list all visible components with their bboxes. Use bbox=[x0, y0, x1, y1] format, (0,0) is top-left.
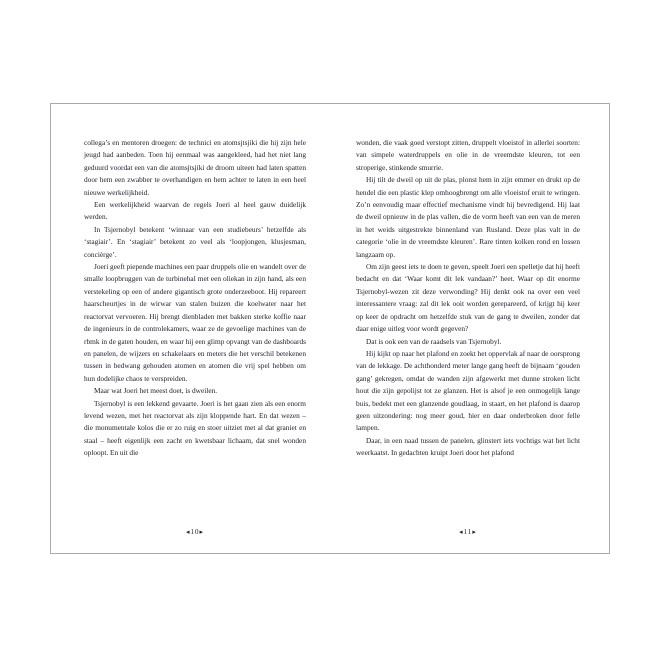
paragraph: Joeri geeft piepende machines een paar druppels olie en wandelt over de smalle loopbruggen van de turbinehal met een oliekan in zijn hand, als een verstekeling op een of andere gigantisch grote onderzeeboot. Hij repareert haarscheurtjes in de wirwar van stalen buizen die koelwater naar het reactorvat vervoeren. Hij brengt dienbladen met bakken sterke koffie naar de ingenieurs in de controlekamers, waar ze de gevoelige machines van de rbmk in de gaten houden, en waar hij een glimp opvangt van de dashboards en panelen, de wijzers en schakelaars en meters die het verschil betekenen tussen in bedwang gehouden atomen en atomen die vrij spel hebben om hun dodelijke chaos te verspreiden. bbox=[84, 262, 306, 383]
paragraph: Daar, in een naad tussen de panelen, glinstert iets vochtigs wat het licht weerkaatst. In gedachten kruipt Joeri door het plafond bbox=[356, 435, 580, 458]
paragraph: Hij kijkt op naar het plafond en zoekt het oppervlak af naar de oorsprong van de lekkage. De achthonderd meter lange gang heeft de bijnaam ‘gouden gang’ gekregen, omdat de wanden zijn afgewerkt met dunne stroken licht hout die zijn gepolijst tot ze glanzen. Het is alsof je een onmogelijk lange buis, bedekt met een glanzende goudlaag, in staart, en het plafond is daarop geen uitzondering: nog meer goud, hier en daar onderbroken door felle lampen. bbox=[356, 348, 580, 433]
paragraph: In Tsjernobyl betekent ‘winnaar van een studiebeurs’ hetzelfde als ‘stagiair’. En ‘stagiair’ betekent zo veel als ‘loopjongen, klusjesman, concièrge’. bbox=[84, 224, 306, 259]
book-spread bbox=[50, 103, 610, 554]
paragraph: Tsjernobyl is een lekkend gevaarte. Joeri is het gaan zien als een enorm levend wezen, met het reactorvat als zijn kloppende hart. En dat wezen – die monumentale kolos die er zo ruig en stoer uitziet met al dat graniet en staal – heeft eigenlijk een zacht en kwetsbaar lichaam, dat snel wonden oploopt. En uit die bbox=[84, 398, 306, 458]
paragraph: Om zijn geest iets te doen te geven, speelt Joeri een spelletje dat hij heeft bedacht en dat ‘Waar komt dit lek vandaan?’ heet. Waar op dit enorme Tsjernobyl-wezen zit deze verwonding? Hij denkt ook na over een veel interessantere vraag: zal dit lek ooit worden gerepareerd, of krijgt hij keer op keer de opdracht om hetzelfde stuk van de gang te dweilen, zonder dat daar enige uitleg voor wordt gegeven? bbox=[356, 262, 580, 334]
page-number-right: ◂11▸ bbox=[459, 528, 477, 536]
page-number-left: ◂10▸ bbox=[185, 528, 205, 536]
paragraph: Dat is ook een van de raadsels van Tsjernobyl. bbox=[366, 336, 502, 346]
page-left-body-text bbox=[84, 137, 306, 460]
paragraph: Een werkelijkheid waarvan de regels Joeri al heel gauw duidelijk werden. bbox=[84, 200, 306, 222]
paragraph: Hij tilt de dweil op uit de plas, plonst hem in zijn emmer en drukt op de hendel die een plastic klep omhoogbrengt om alle vloeistof eruit te wringen. Zo’n eenvoudig maar effectief mechanisme vindt hij bevredigend. Hij laat de dweil opnieuw in de plas vallen, die de vorm heeft van een van de meren in het weids uitgestrekte binnenland van Rusland. Deze plas valt in de categorie ‘olie in de vreemdste kleuren’. Rare tinten kolken rond en lossen langzaam op. bbox=[356, 175, 580, 259]
paragraph: Maar wat Joeri het meest doet, is dweilen. bbox=[94, 386, 218, 396]
paragraph: collega’s en mentoren droegen: de technici en atomsjtsjiki die hij zijn hele jeugd had aanbeden. Toen hij eenmaal was aangekleed, had het niet lang geduurd voordat een van die atomsjtsjiki de droom uiteen had laten spatten door hem een zwabber te overhandigen en hem achter te laten in een heel nieuwe werkelijkheid. bbox=[84, 138, 306, 197]
page-right-body-text bbox=[356, 137, 580, 460]
paragraph: wonden, die vaak goed verstopt zitten, druppelt vloeistof in allerlei soorten: van simpele waterdruppels en olie in de vreemdste kleuren, tot een stroperige, stinkende smurrie. bbox=[356, 138, 580, 172]
